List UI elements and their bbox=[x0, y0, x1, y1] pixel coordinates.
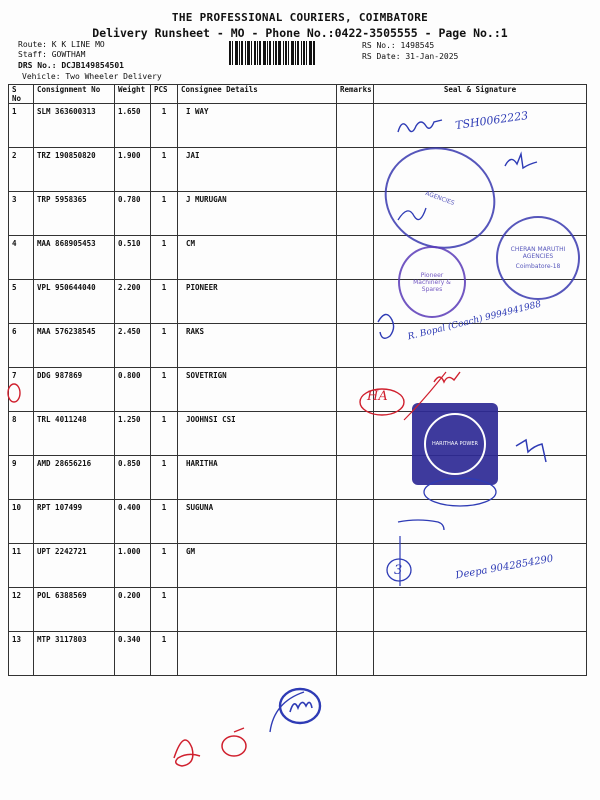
cell-consignee: GM bbox=[178, 544, 337, 588]
cell-sno: 7 bbox=[9, 368, 34, 412]
company-title: THE PROFESSIONAL COURIERS, COIMBATORE bbox=[171, 11, 429, 24]
cell-consignment: MAA 868905453 bbox=[34, 236, 115, 280]
cell-remarks bbox=[337, 280, 374, 324]
cell-pcs: 1 bbox=[151, 280, 178, 324]
cell-weight: 0.510 bbox=[115, 236, 151, 280]
red-bottom-scribble bbox=[234, 728, 244, 732]
cell-sno: 5 bbox=[9, 280, 34, 324]
drs-number: DRS No.: DCJB149854501 bbox=[18, 61, 124, 70]
cell-consignee: SUGUNA bbox=[178, 500, 337, 544]
row1-signature-number: TSH0062223 bbox=[454, 108, 530, 133]
cell-pcs: 1 bbox=[151, 148, 178, 192]
cell-remarks bbox=[337, 632, 374, 676]
cell-remarks bbox=[337, 412, 374, 456]
cell-pcs: 1 bbox=[151, 500, 178, 544]
cell-pcs: 1 bbox=[151, 544, 178, 588]
cell-sno: 10 bbox=[9, 500, 34, 544]
cell-consignee: HARITHA bbox=[178, 456, 337, 500]
agencies-stamp-text: AGENCIES bbox=[424, 189, 456, 207]
runsheet-title: Delivery Runsheet - MO - Phone No.:0422-3505555 - Page No.:1 bbox=[92, 26, 508, 40]
pioneer-stamp bbox=[398, 246, 466, 318]
cell-weight: 1.250 bbox=[115, 412, 151, 456]
barcode bbox=[229, 41, 347, 65]
cell-consignment: TRP 5958365 bbox=[34, 192, 115, 236]
runsheet-table bbox=[8, 84, 587, 676]
cell-pcs: 1 bbox=[151, 412, 178, 456]
cell-consignee: JAI bbox=[178, 148, 337, 192]
cell-sno: 1 bbox=[9, 104, 34, 148]
bottom-stamp-mark bbox=[270, 692, 304, 732]
cell-remarks bbox=[337, 104, 374, 148]
cell-weight: 2.450 bbox=[115, 324, 151, 368]
red-bottom-scribble bbox=[222, 736, 246, 756]
row12-signature: Deepa 9042854290 bbox=[454, 553, 555, 582]
cell-consignee: J MURUGAN bbox=[178, 192, 337, 236]
cell-pcs: 1 bbox=[151, 632, 178, 676]
circled-three: 3 bbox=[394, 563, 403, 578]
cell-remarks bbox=[337, 456, 374, 500]
table-row bbox=[9, 500, 587, 544]
table-row bbox=[9, 632, 587, 676]
cell-remarks bbox=[337, 324, 374, 368]
cell-weight: 0.400 bbox=[115, 500, 151, 544]
table-row bbox=[9, 412, 587, 456]
cell-weight: 1.650 bbox=[115, 104, 151, 148]
staff-label: Staff: GOWTHAM bbox=[18, 50, 86, 59]
haritha-stamp-text: HARITHAA POWER bbox=[431, 441, 479, 447]
col-header: Consignment No bbox=[34, 85, 115, 104]
vehicle-label: Vehicle: Two Wheeler Delivery bbox=[22, 72, 162, 81]
cell-consignee: RAKS bbox=[178, 324, 337, 368]
table-row bbox=[9, 456, 587, 500]
cell-pcs: 1 bbox=[151, 456, 178, 500]
cell-remarks bbox=[337, 544, 374, 588]
red-bottom-scribble bbox=[174, 740, 200, 766]
cell-consignment: RPT 107499 bbox=[34, 500, 115, 544]
bottom-stamp-mark bbox=[280, 689, 320, 723]
cell-pcs: 1 bbox=[151, 236, 178, 280]
cell-pcs: 1 bbox=[151, 104, 178, 148]
col-header: Seal & Signature bbox=[374, 85, 587, 104]
col-header: Consignee Details bbox=[178, 85, 337, 104]
row6-signature: R. Bopal (Coach) 9994941988 bbox=[406, 299, 543, 343]
cell-seal-signature bbox=[374, 500, 587, 544]
cell-weight: 1.000 bbox=[115, 544, 151, 588]
cell-remarks bbox=[337, 236, 374, 280]
cell-consignee: SOVETRIGN bbox=[178, 368, 337, 412]
cell-pcs: 1 bbox=[151, 192, 178, 236]
cell-remarks bbox=[337, 588, 374, 632]
haritha-stamp bbox=[412, 403, 498, 485]
cell-consignee bbox=[178, 588, 337, 632]
cell-consignee: JOOHNSI CSI bbox=[178, 412, 337, 456]
ha-mark: HA bbox=[367, 389, 388, 404]
cell-weight: 1.900 bbox=[115, 148, 151, 192]
cell-weight: 0.200 bbox=[115, 588, 151, 632]
cell-consignment: TRL 4011248 bbox=[34, 412, 115, 456]
cell-weight: 0.850 bbox=[115, 456, 151, 500]
pioneer-stamp-text: Pioneer Machinery & Spares bbox=[413, 271, 451, 293]
cell-consignment: POL 6388569 bbox=[34, 588, 115, 632]
cell-sno: 9 bbox=[9, 456, 34, 500]
table-row bbox=[9, 148, 587, 192]
cell-consignment: MTP 3117803 bbox=[34, 632, 115, 676]
cell-remarks bbox=[337, 192, 374, 236]
rs-number: RS No.: 1498545 bbox=[362, 41, 435, 50]
col-header: S No bbox=[9, 85, 34, 104]
col-header: PCS bbox=[151, 85, 178, 104]
cell-consignee: PIONEER bbox=[178, 280, 337, 324]
table-row bbox=[9, 192, 587, 236]
cell-weight: 0.780 bbox=[115, 192, 151, 236]
bottom-stamp-mark bbox=[290, 702, 312, 712]
rs-date: RS Date: 31-Jan-2025 bbox=[362, 52, 459, 61]
cell-consignment: AMD 28656216 bbox=[34, 456, 115, 500]
route-label: Route: K K LINE MO bbox=[18, 40, 105, 49]
cell-pcs: 1 bbox=[151, 588, 178, 632]
col-header: Remarks bbox=[337, 85, 374, 104]
cell-remarks bbox=[337, 500, 374, 544]
cell-consignment: SLM 363600313 bbox=[34, 104, 115, 148]
cell-sno: 12 bbox=[9, 588, 34, 632]
cell-weight: 0.340 bbox=[115, 632, 151, 676]
cell-sno: 6 bbox=[9, 324, 34, 368]
cell-seal-signature bbox=[374, 324, 587, 368]
cell-weight: 0.800 bbox=[115, 368, 151, 412]
cell-seal-signature bbox=[374, 632, 587, 676]
cell-pcs: 1 bbox=[151, 368, 178, 412]
cell-consignment: TRZ 190850820 bbox=[34, 148, 115, 192]
cell-consignee: CM bbox=[178, 236, 337, 280]
cell-consignment: MAA 576238545 bbox=[34, 324, 115, 368]
table-header-row bbox=[9, 85, 587, 104]
cell-consignee: I WAY bbox=[178, 104, 337, 148]
cheran-stamp-city: Coimbatore-18 bbox=[515, 263, 561, 270]
table-row bbox=[9, 368, 587, 412]
cell-sno: 13 bbox=[9, 632, 34, 676]
cheran-stamp-name: CHERAN MARUTHI AGENCIES bbox=[510, 246, 566, 260]
cell-sno: 11 bbox=[9, 544, 34, 588]
cell-weight: 2.200 bbox=[115, 280, 151, 324]
cell-remarks bbox=[337, 148, 374, 192]
cell-sno: 2 bbox=[9, 148, 34, 192]
cell-seal-signature bbox=[374, 588, 587, 632]
cell-pcs: 1 bbox=[151, 324, 178, 368]
cell-consignee bbox=[178, 632, 337, 676]
table-row bbox=[9, 324, 587, 368]
cell-consignment: VPL 950644040 bbox=[34, 280, 115, 324]
cheran-stamp bbox=[496, 216, 580, 300]
cell-consignment: UPT 2242721 bbox=[34, 544, 115, 588]
cell-sno: 4 bbox=[9, 236, 34, 280]
table-row bbox=[9, 588, 587, 632]
col-header: Weight bbox=[115, 85, 151, 104]
cell-sno: 3 bbox=[9, 192, 34, 236]
cell-consignment: DDG 987869 bbox=[34, 368, 115, 412]
cell-sno: 8 bbox=[9, 412, 34, 456]
